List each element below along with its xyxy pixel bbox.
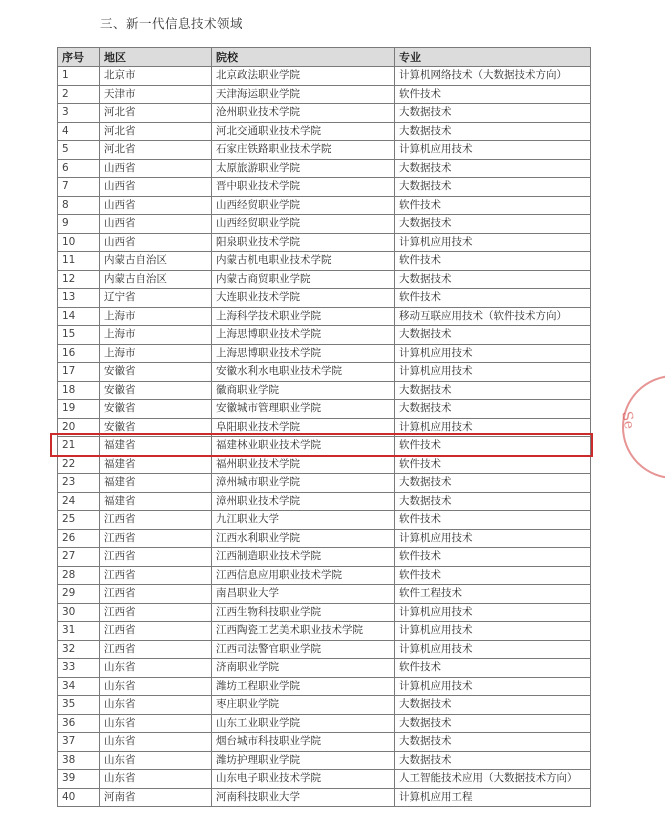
cell-region: 山西省 [100,178,212,197]
table-row [58,566,591,585]
section-title: 三、新一代信息技术领域 [100,16,244,31]
cell-index: 19 [58,400,100,419]
cell-school: 安徽水利水电职业技术学院 [212,363,395,382]
table-row [58,400,591,419]
cell-region: 上海市 [100,307,212,326]
cell-school: 漳州职业技术学院 [212,492,395,511]
cell-index: 39 [58,770,100,789]
cell-major: 计算机应用技术 [395,141,591,160]
table-row [58,603,591,622]
cell-school: 石家庄铁路职业技术学院 [212,141,395,160]
cell-region: 江西省 [100,622,212,641]
cell-major: 计算机应用技术 [395,363,591,382]
table-row [58,474,591,493]
cell-region: 上海市 [100,326,212,345]
cell-school: 烟台城市科技职业学院 [212,733,395,752]
table-row [58,270,591,289]
table-row [58,622,591,641]
cell-index: 35 [58,696,100,715]
cell-school: 河北交通职业技术学院 [212,122,395,141]
cell-index: 30 [58,603,100,622]
cell-major: 软件技术 [395,455,591,474]
cell-school: 太原旅游职业学院 [212,159,395,178]
table-row [58,289,591,308]
cell-region: 福建省 [100,437,212,456]
cell-school: 福建林业职业技术学院 [212,437,395,456]
cell-region: 安徽省 [100,363,212,382]
cell-index: 12 [58,270,100,289]
cell-school: 安徽城市管理职业学院 [212,400,395,419]
cell-major: 大数据技术 [395,104,591,123]
cell-region: 山东省 [100,714,212,733]
cell-school: 山西经贸职业学院 [212,215,395,234]
table-row [58,511,591,530]
cell-school: 上海思博职业技术学院 [212,326,395,345]
cell-region: 北京市 [100,67,212,86]
cell-region: 山西省 [100,196,212,215]
cell-index: 11 [58,252,100,271]
cell-index: 1 [58,67,100,86]
table-body [58,67,591,807]
table-row [58,714,591,733]
cell-major: 计算机应用技术 [395,344,591,363]
cell-index: 24 [58,492,100,511]
cell-index: 36 [58,714,100,733]
cell-major: 软件技术 [395,548,591,567]
cell-school: 北京政法职业学院 [212,67,395,86]
cell-region: 江西省 [100,529,212,548]
cell-major: 软件技术 [395,85,591,104]
cell-major: 大数据技术 [395,122,591,141]
cell-region: 内蒙古自治区 [100,252,212,271]
cell-school: 晋中职业技术学院 [212,178,395,197]
cell-region: 上海市 [100,344,212,363]
cell-region: 江西省 [100,566,212,585]
cell-index: 16 [58,344,100,363]
cell-region: 辽宁省 [100,289,212,308]
cell-region: 河南省 [100,788,212,807]
cell-region: 内蒙古自治区 [100,270,212,289]
cell-major: 人工智能技术应用（大数据技术方向） [395,770,591,789]
cell-index: 32 [58,640,100,659]
table-row [58,159,591,178]
cell-major: 大数据技术 [395,733,591,752]
cell-major: 计算机应用技术 [395,603,591,622]
cell-school: 沧州职业技术学院 [212,104,395,123]
cell-index: 40 [58,788,100,807]
cell-region: 山东省 [100,677,212,696]
cell-index: 33 [58,659,100,678]
table-row [58,788,591,807]
table-row [58,67,591,86]
table-row [58,455,591,474]
header-school: 院校 [212,48,395,67]
cell-school: 上海思博职业技术学院 [212,344,395,363]
cell-school: 内蒙古商贸职业学院 [212,270,395,289]
cell-major: 计算机应用技术 [395,622,591,641]
cell-major: 软件技术 [395,511,591,530]
cell-major: 大数据技术 [395,381,591,400]
table-row [58,733,591,752]
cell-region: 福建省 [100,492,212,511]
table-row [58,437,591,456]
cell-school: 江西信息应用职业技术学院 [212,566,395,585]
cell-major: 软件技术 [395,252,591,271]
cell-index: 23 [58,474,100,493]
table-row [58,196,591,215]
cell-index: 17 [58,363,100,382]
table-row [58,770,591,789]
cell-major: 大数据技术 [395,270,591,289]
cell-index: 5 [58,141,100,160]
cell-index: 3 [58,104,100,123]
cell-region: 河北省 [100,104,212,123]
table-row [58,677,591,696]
cell-major: 计算机应用技术 [395,640,591,659]
cell-region: 天津市 [100,85,212,104]
cell-school: 上海科学技术职业学院 [212,307,395,326]
table-row [58,363,591,382]
cell-region: 山东省 [100,733,212,752]
table-row [58,141,591,160]
cell-school: 南昌职业大学 [212,585,395,604]
cell-major: 软件工程技术 [395,585,591,604]
cell-school: 徽商职业学院 [212,381,395,400]
cell-region: 山西省 [100,215,212,234]
cell-index: 7 [58,178,100,197]
cell-school: 天津海运职业学院 [212,85,395,104]
cell-region: 安徽省 [100,381,212,400]
cell-school: 福州职业技术学院 [212,455,395,474]
cell-region: 河北省 [100,141,212,160]
cell-school: 江西制造职业技术学院 [212,548,395,567]
table-row [58,85,591,104]
cell-major: 大数据技术 [395,751,591,770]
table-row [58,178,591,197]
cell-region: 江西省 [100,585,212,604]
cell-school: 江西生物科技职业学院 [212,603,395,622]
cell-index: 18 [58,381,100,400]
table-row [58,233,591,252]
cell-index: 2 [58,85,100,104]
cell-school: 阜阳职业技术学院 [212,418,395,437]
cell-school: 江西司法警官职业学院 [212,640,395,659]
cell-school: 江西陶瓷工艺美术职业技术学院 [212,622,395,641]
cell-major: 移动互联应用技术（软件技术方向） [395,307,591,326]
cell-major: 软件技术 [395,196,591,215]
cell-major: 软件技术 [395,437,591,456]
cell-index: 21 [58,437,100,456]
cell-region: 江西省 [100,511,212,530]
cell-index: 25 [58,511,100,530]
cell-region: 山东省 [100,659,212,678]
cell-school: 山西经贸职业学院 [212,196,395,215]
cell-index: 10 [58,233,100,252]
cell-school: 漳州城市职业学院 [212,474,395,493]
cell-region: 福建省 [100,455,212,474]
cell-major: 大数据技术 [395,400,591,419]
cell-major: 大数据技术 [395,696,591,715]
cell-school: 江西水利职业学院 [212,529,395,548]
cell-major: 软件技术 [395,289,591,308]
cell-major: 大数据技术 [395,492,591,511]
cell-major: 大数据技术 [395,474,591,493]
cell-major: 大数据技术 [395,326,591,345]
institution-table [57,47,591,807]
cell-region: 福建省 [100,474,212,493]
cell-major: 大数据技术 [395,215,591,234]
cell-school: 河南科技职业大学 [212,788,395,807]
cell-region: 山西省 [100,233,212,252]
cell-major: 计算机应用技术 [395,529,591,548]
cell-region: 山西省 [100,159,212,178]
cell-index: 28 [58,566,100,585]
table-row [58,326,591,345]
table-row [58,659,591,678]
cell-school: 潍坊护理职业学院 [212,751,395,770]
cell-region: 河北省 [100,122,212,141]
table-row [58,585,591,604]
cell-index: 8 [58,196,100,215]
cell-region: 山东省 [100,770,212,789]
cell-school: 潍坊工程职业学院 [212,677,395,696]
official-seal-stamp [622,375,665,479]
cell-major: 计算机应用工程 [395,788,591,807]
table-row [58,381,591,400]
table-row [58,529,591,548]
cell-major: 计算机应用技术 [395,233,591,252]
cell-school: 阳泉职业技术学院 [212,233,395,252]
header-major: 专业 [395,48,591,67]
cell-index: 37 [58,733,100,752]
cell-school: 内蒙古机电职业技术学院 [212,252,395,271]
table-row [58,751,591,770]
cell-school: 山东电子职业技术学院 [212,770,395,789]
cell-major: 大数据技术 [395,178,591,197]
seal-stamp-text: Se [618,410,638,431]
cell-index: 14 [58,307,100,326]
table-row [58,307,591,326]
cell-index: 9 [58,215,100,234]
table-row [58,640,591,659]
cell-school: 大连职业技术学院 [212,289,395,308]
cell-index: 6 [58,159,100,178]
cell-region: 安徽省 [100,400,212,419]
table-row [58,696,591,715]
cell-index: 13 [58,289,100,308]
cell-region: 江西省 [100,603,212,622]
cell-school: 济南职业学院 [212,659,395,678]
header-region: 地区 [100,48,212,67]
cell-school: 枣庄职业学院 [212,696,395,715]
cell-index: 22 [58,455,100,474]
cell-major: 大数据技术 [395,714,591,733]
table-row [58,344,591,363]
table-row [58,104,591,123]
table-row [58,122,591,141]
cell-school: 九江职业大学 [212,511,395,530]
cell-major: 软件技术 [395,566,591,585]
cell-major: 计算机应用技术 [395,677,591,696]
table-row [58,418,591,437]
cell-index: 31 [58,622,100,641]
cell-major: 软件技术 [395,659,591,678]
cell-major: 计算机网络技术（大数据技术方向） [395,67,591,86]
cell-index: 4 [58,122,100,141]
cell-index: 34 [58,677,100,696]
cell-major: 计算机应用技术 [395,418,591,437]
cell-region: 安徽省 [100,418,212,437]
cell-index: 26 [58,529,100,548]
header-index: 序号 [58,48,100,67]
cell-index: 20 [58,418,100,437]
cell-index: 15 [58,326,100,345]
table-row [58,252,591,271]
table-header-row [58,48,591,67]
cell-region: 江西省 [100,640,212,659]
cell-region: 山东省 [100,696,212,715]
cell-major: 大数据技术 [395,159,591,178]
cell-region: 江西省 [100,548,212,567]
table-row [58,548,591,567]
cell-region: 山东省 [100,751,212,770]
cell-index: 29 [58,585,100,604]
cell-school: 山东工业职业学院 [212,714,395,733]
cell-index: 38 [58,751,100,770]
table-row [58,492,591,511]
table-row [58,215,591,234]
cell-index: 27 [58,548,100,567]
